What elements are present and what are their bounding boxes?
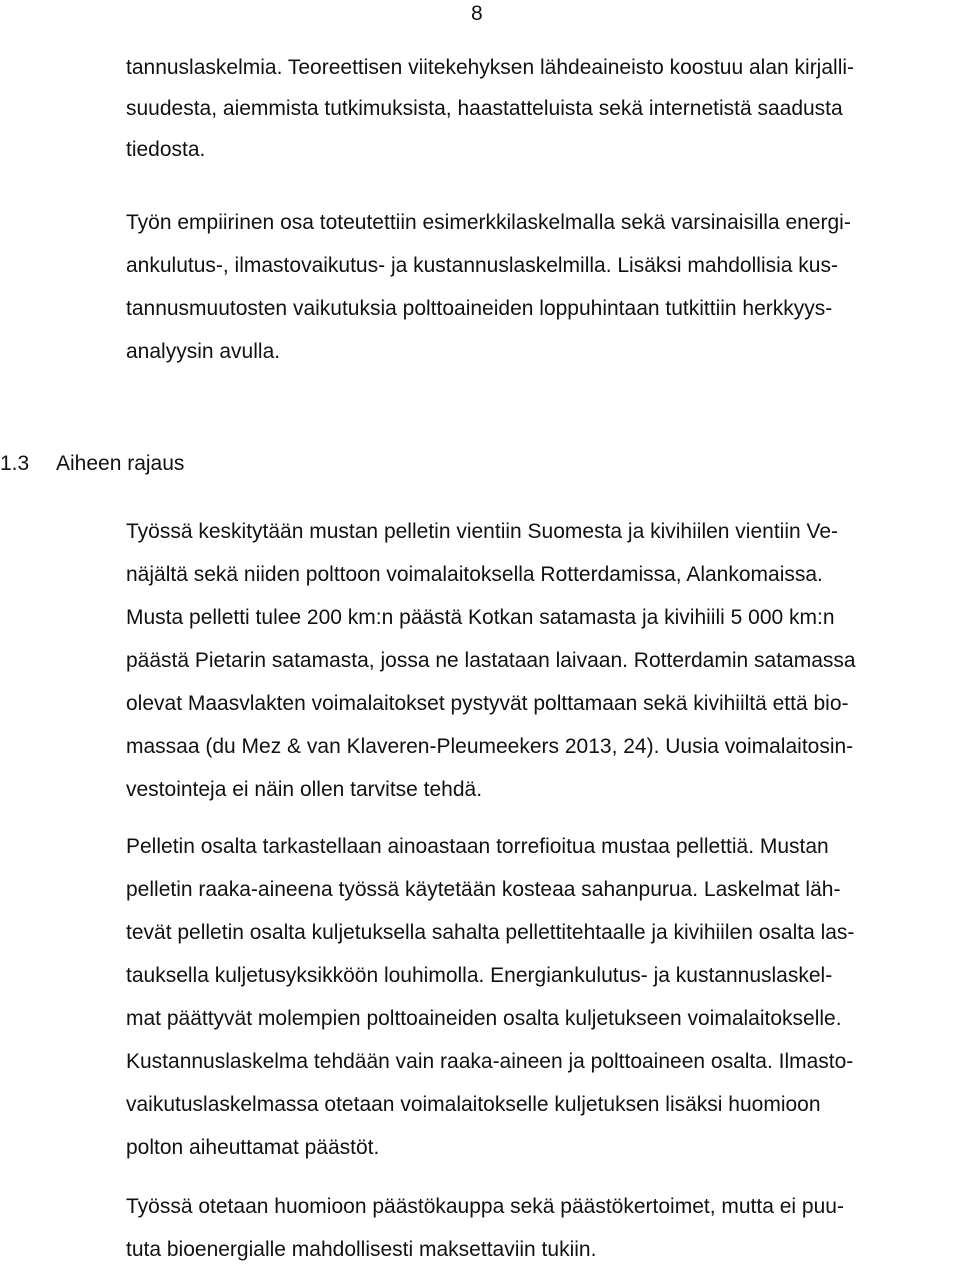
text-line: vestointeja ei näin ollen tarvitse tehdä.: [126, 778, 483, 801]
text-line: polton aiheuttamat päästöt.: [126, 1136, 380, 1159]
text-line: Työn empiirinen osa toteutettiin esimerkkilaskelmalla sekä varsinaisilla energi-: [126, 211, 851, 234]
text-line: mat päättyvät molempien polttoaineiden osalta kuljetukseen voimalaitokselle.: [126, 1007, 842, 1030]
document-body: [0, 48, 947, 1271]
text-line: Musta pelletti tulee 200 km:n päästä Kotkan satamasta ja kivihiili 5 000 km:n: [126, 606, 835, 629]
text-line: ankulutus-, ilmastovaikutus- ja kustannuslaskelmilla. Lisäksi mahdollisia kus-: [126, 254, 838, 277]
page-number: 8: [471, 2, 483, 25]
text-line: tannusmuutosten vaikutuksia polttoaineiden loppuhintaan tutkittiin herkkyys-: [126, 297, 833, 320]
text-line: Työssä otetaan huomioon päästökauppa sekä päästökertoimet, mutta ei puu-: [126, 1195, 844, 1218]
text-line: vaikutuslaskelmassa otetaan voimalaitokselle kuljetuksen lisäksi huomioon: [126, 1093, 821, 1116]
paragraph-emissions-trading: [126, 1185, 947, 1271]
text-line: pelletin raaka-aineena työssä käytetään kosteaa sahanpurua. Laskelmat läh-: [126, 878, 841, 901]
text-line: olevat Maasvlakten voimalaitokset pystyvät polttamaan sekä kivihiiltä että bio-: [126, 692, 849, 715]
text-line: Kustannuslaskelma tehdään vain raaka-aineen ja polttoaineen osalta. Ilmasto-: [126, 1050, 854, 1073]
text-line: tevät pelletin osalta kuljetuksella sahalta pellettitehtaalle ja kivihiilen osalta las-: [126, 921, 855, 944]
paragraph-empirical-part: [126, 201, 947, 373]
paragraph-pellet-scope: [126, 825, 947, 1169]
text-line: tiedosta.: [126, 138, 206, 161]
text-line: suudesta, aiemmista tutkimuksista, haastatteluista sekä internetistä saadusta: [126, 97, 843, 120]
text-line: näjältä sekä niiden polttoon voimalaitoksella Rotterdamissa, Alankomaissa.: [126, 563, 823, 586]
text-line: tauksella kuljetusyksikköön louhimolla. Energiankulutus- ja kustannuslaskel-: [126, 964, 833, 987]
section-number: 1.3: [0, 452, 30, 475]
text-line: analyysin avulla.: [126, 340, 281, 363]
paragraph-scope: [126, 510, 947, 811]
text-line: tannuslaskelmia. Teoreettisen viitekehyksen lähdeaineisto koostuu alan kirjalli-: [126, 56, 855, 79]
text-line: massaa (du Mez & van Klaveren-Pleumeekers 2013, 24). Uusia voimalaitosin-: [126, 735, 854, 758]
section-title: Aiheen rajaus: [56, 452, 185, 475]
paragraph-intro-continuation: [126, 48, 947, 170]
text-line: Työssä keskitytään mustan pelletin vientiin Suomesta ja kivihiilen vientiin Ve-: [126, 520, 839, 543]
text-line: tuta bioenergialle mahdollisesti maksettaviin tukiin.: [126, 1238, 597, 1261]
text-line: Pelletin osalta tarkastellaan ainoastaan torrefioitua mustaa pellettiä. Mustan: [126, 835, 829, 858]
text-line: päästä Pietarin satamasta, jossa ne lastataan laivaan. Rotterdamin satamassa: [126, 649, 856, 672]
section-heading: [0, 444, 821, 484]
